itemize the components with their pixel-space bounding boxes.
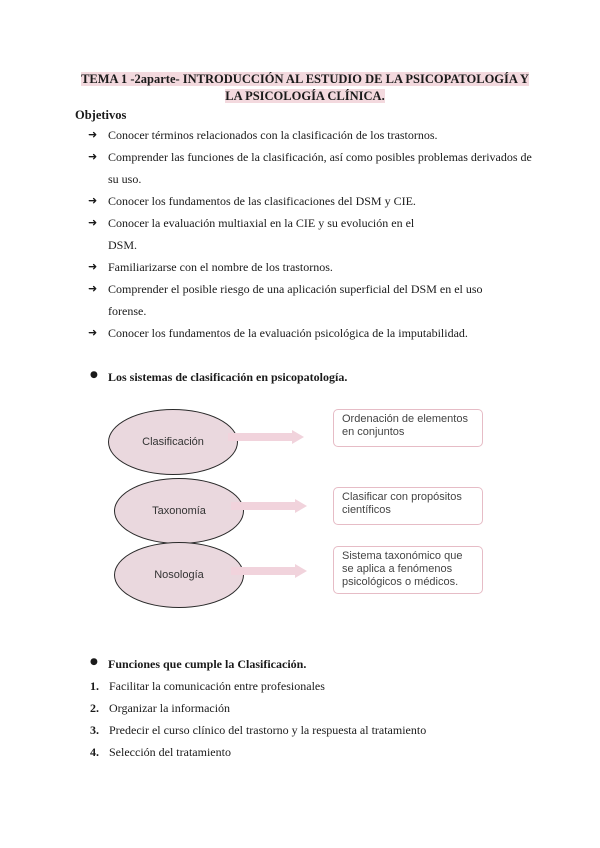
title-line-1: TEMA 1 -2aparte- INTRODUCCIÓN AL ESTUDIO DE LA PSICOPATOLOGÍA Y — [81, 72, 529, 86]
diagram-definition-box: Clasificar con propósitos científicos — [333, 487, 483, 525]
list-number: 4. — [90, 745, 99, 759]
objetivo-text: Conocer la evaluación multiaxial en la CIE y su evolución en el DSM. — [108, 216, 415, 252]
list-item — [88, 124, 538, 146]
title-line-2: LA PSICOLOGÍA CLÍNICA. — [225, 89, 385, 103]
list-item — [88, 256, 538, 278]
list-item — [90, 701, 530, 716]
list-item — [90, 745, 530, 760]
sistemas-heading: ● Los sistemas de clasificación en psicopatología. — [90, 370, 348, 384]
objetivo-text: Conocer los fundamentos de las clasificaciones del DSM y CIE. — [108, 194, 416, 208]
funcion-text: Facilitar la comunicación entre profesionales — [109, 679, 325, 693]
funciones-heading: ● Funciones que cumple la Clasificación. — [90, 657, 307, 671]
list-item — [88, 146, 538, 190]
arrow-right-icon: ➜ — [88, 260, 98, 273]
diagram-term-taxonomia: Taxonomía — [114, 478, 244, 544]
arrow-right-icon: ➜ — [88, 194, 98, 207]
objetivo-text: Comprender el posible riesgo de una aplicación superficial del DSM en el uso forense. — [108, 282, 483, 318]
objetivo-text: Conocer los fundamentos de la evaluación psicológica de la imputabilidad. — [108, 326, 468, 340]
arrow-right-icon: ➜ — [88, 150, 98, 163]
diagram-definition-box: Sistema taxonómico que se aplica a fenómenos psicológicos o médicos. — [333, 546, 483, 594]
list-number: 2. — [90, 701, 99, 715]
list-item — [88, 212, 418, 256]
funcion-text: Organizar la información — [109, 701, 231, 715]
arrow-right-icon: ➜ — [88, 326, 98, 339]
arrow-right-icon: ➜ — [88, 128, 98, 141]
arrow-right-icon — [228, 430, 304, 444]
diagram-definition-box: Ordenación de elementos en conjuntos — [333, 409, 483, 447]
arrow-right-icon — [231, 564, 307, 578]
funcion-text: Selección del tratamiento — [109, 745, 231, 759]
list-number: 1. — [90, 679, 99, 693]
bullet-icon: ● — [90, 657, 98, 667]
funcion-text: Predecir el curso clínico del trastorno y la respuesta al tratamiento — [109, 723, 427, 737]
list-number: 3. — [90, 723, 99, 737]
objetivo-text: Familiarizarse con el nombre de los trastornos. — [108, 260, 333, 274]
list-item — [88, 322, 538, 344]
objetivo-text: Conocer términos relacionados con la clasificación de los trastornos. — [108, 128, 438, 142]
page-title — [60, 71, 550, 105]
list-item — [90, 723, 530, 738]
objetivos-heading: Objetivos — [75, 108, 127, 122]
list-item — [88, 190, 538, 212]
bullet-icon: ● — [90, 370, 98, 380]
list-item — [88, 278, 493, 322]
arrow-right-icon — [231, 499, 307, 513]
objetivo-text: Comprender las funciones de la clasificación, así como posibles problemas derivados de su uso. — [108, 150, 532, 186]
diagram-term-nosologia: Nosología — [114, 542, 244, 608]
arrow-right-icon: ➜ — [88, 216, 98, 229]
list-item — [90, 679, 530, 694]
diagram-term-clasificacion: Clasificación — [108, 409, 238, 475]
arrow-right-icon: ➜ — [88, 282, 98, 295]
